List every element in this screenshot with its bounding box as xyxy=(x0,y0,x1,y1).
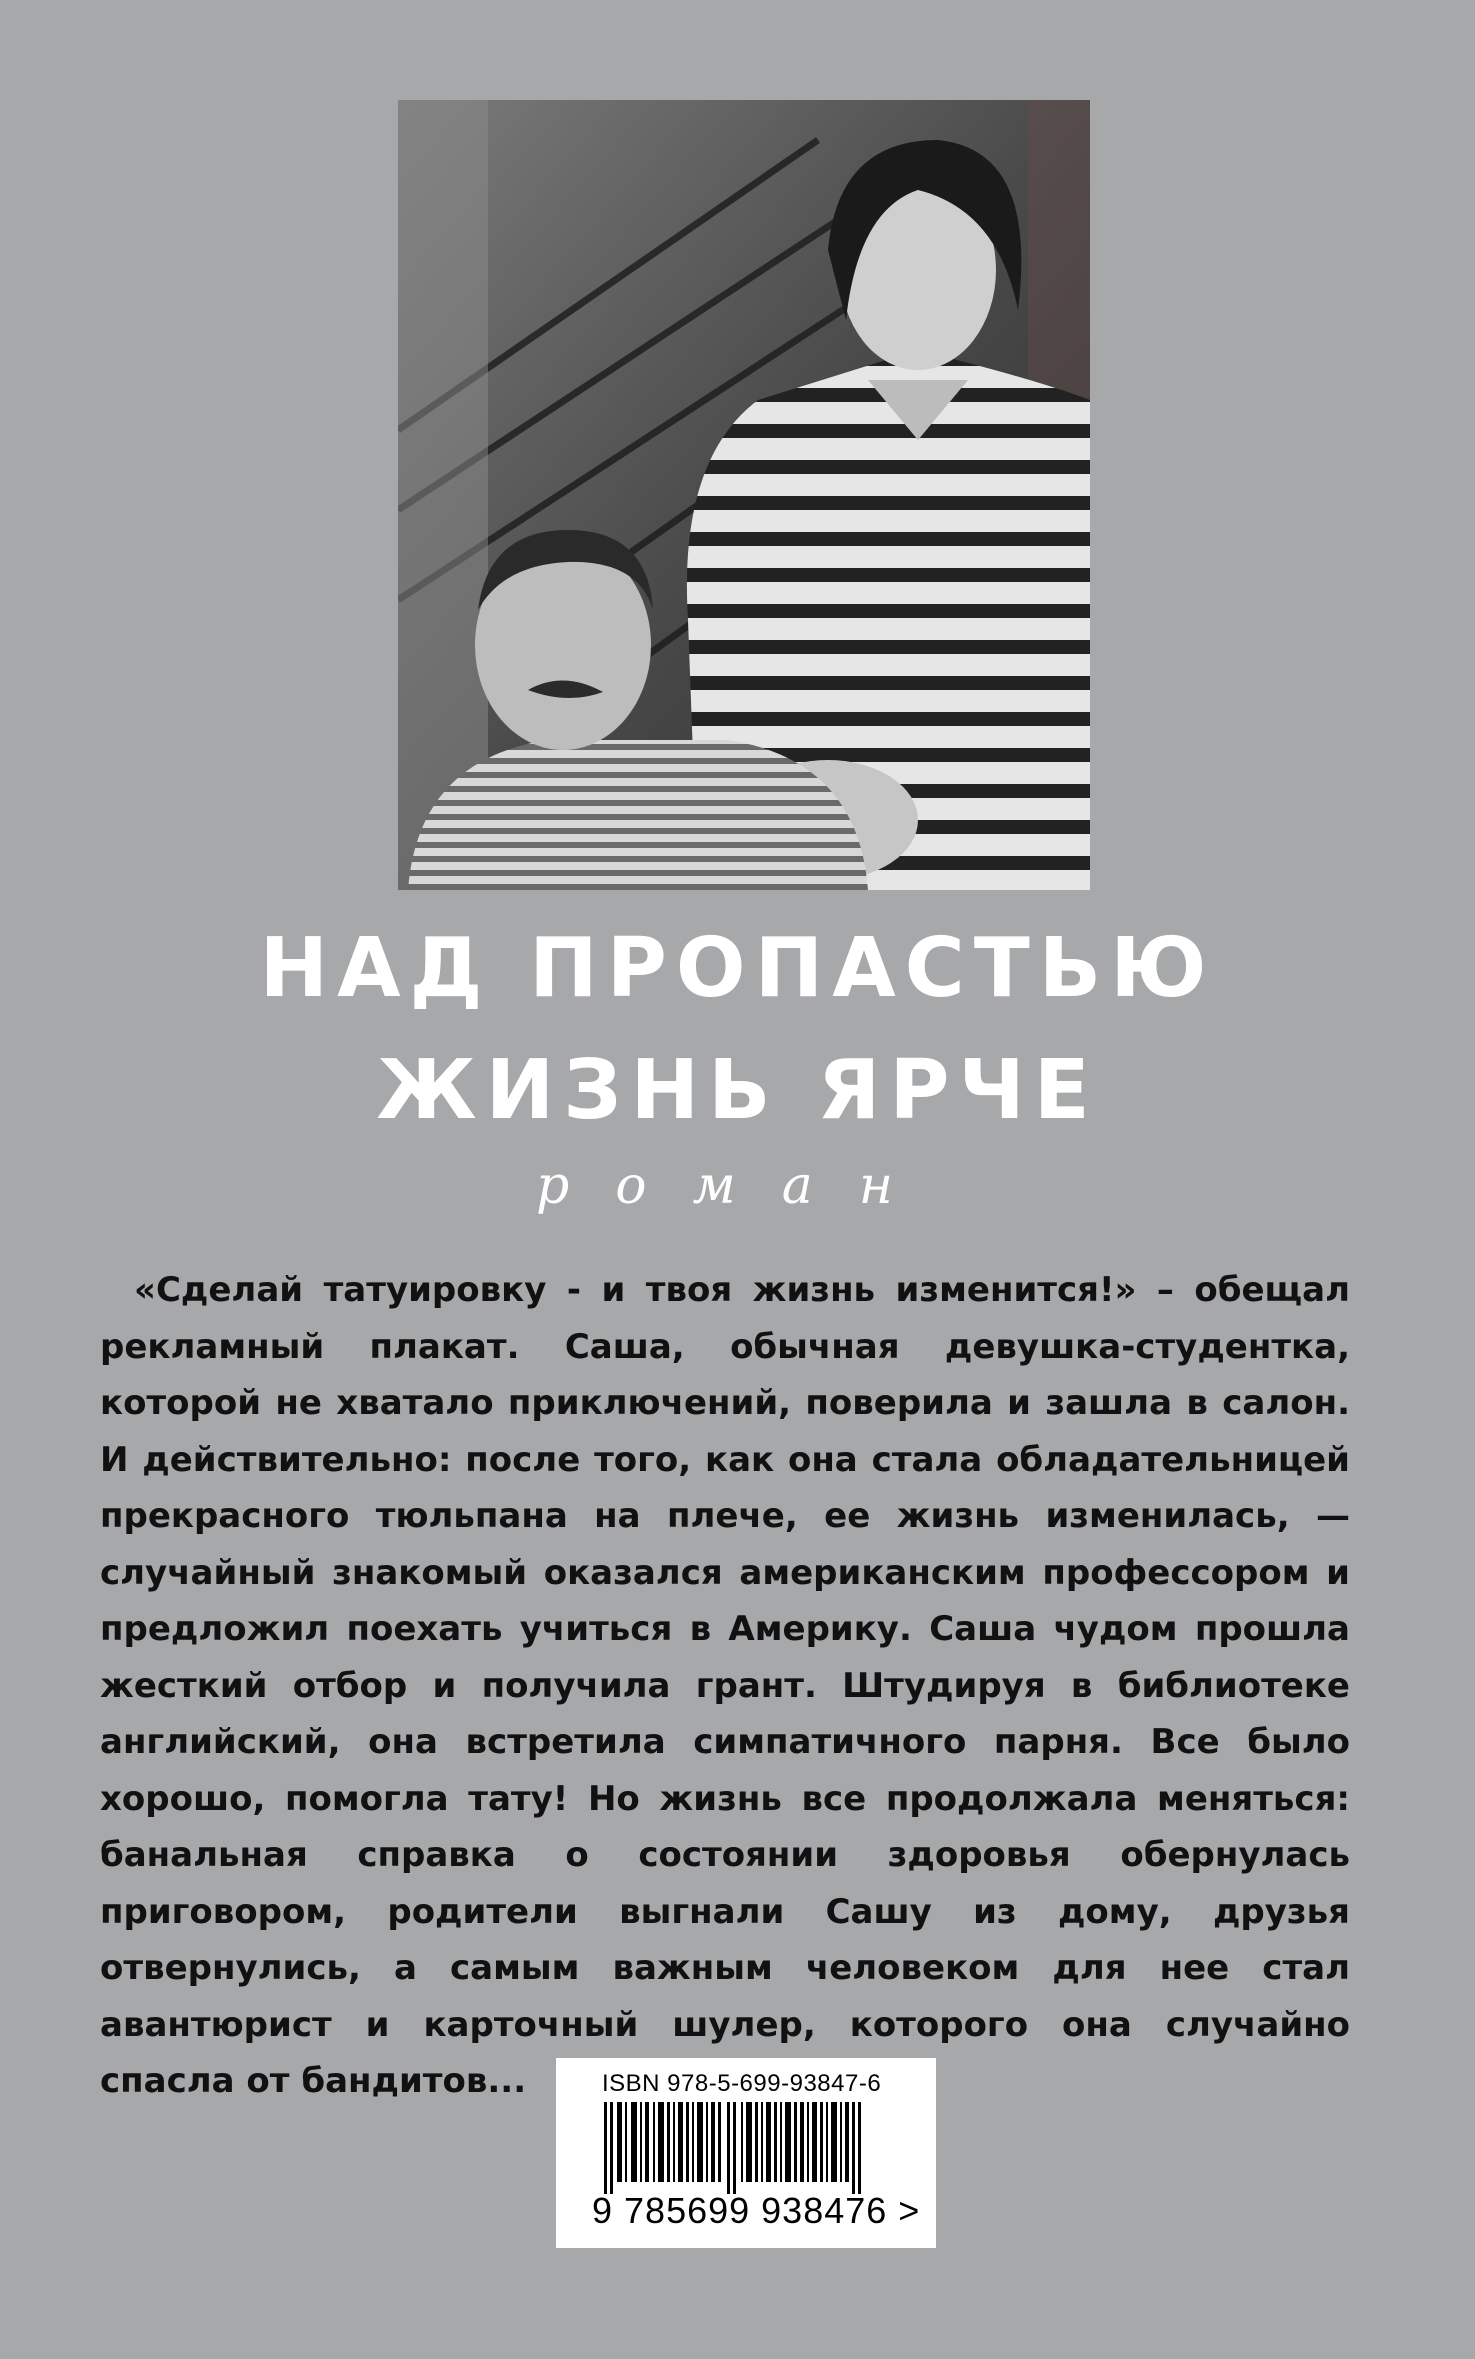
barcode-image xyxy=(600,2102,890,2194)
genre-label: роман xyxy=(536,1156,939,1216)
barcode-block xyxy=(556,2058,936,2248)
ean-digits: 9 785699 938476 > xyxy=(592,2190,921,2231)
book-title-line2: ЖИЗНЬ ЯРЧЕ xyxy=(376,1043,1099,1138)
book-annotation: «Сделай татуировку - и твоя жизнь изменится!» – обещал рекламный плакат. Саша, обычная девушка-студентка, которой не хватало приключений, поверила и зашла в салон. И действительно: после того, как она стала обладательницей прекрасного тюльпана на плече, ее жизнь изменилась, — случайный знакомый оказался американским профессором и предложил поехать учиться в Америку. Саша чудом прошла жесткий отбор и получила грант. Штудируя в библиотеке английский, она встретила симпатичного парня. Все было хорошо, помогла тату! Но жизнь все продолжала меняться: банальная справка о состоянии здоровья обернулась приговором, родители выгнали Сашу из дому, друзья отвернулись, а самым важным человеком для нее стал авантюрист и карточный шулер, которого она случайно спасла от бандитов... xyxy=(100,1270,1350,2101)
isbn-number: ISBN 978-5-699-93847-6 xyxy=(602,2070,882,2097)
author-photo-image xyxy=(398,100,1090,890)
book-title-line1: НАД ПРОПАСТЬЮ xyxy=(259,921,1216,1016)
author-photo xyxy=(398,100,1090,890)
